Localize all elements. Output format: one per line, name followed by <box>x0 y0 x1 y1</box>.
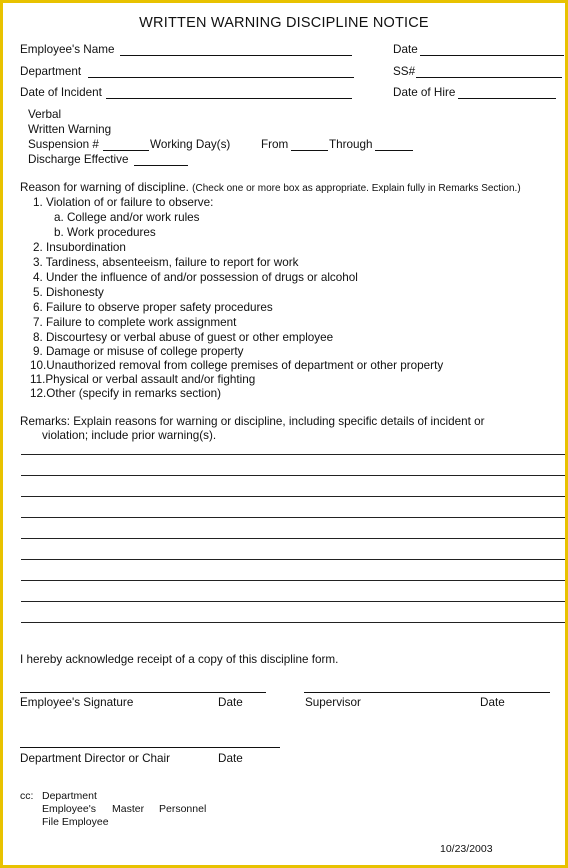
discipline-form-page <box>3 3 565 865</box>
remarks-instruction-cont: violation; include prior warning(s). <box>42 429 217 442</box>
reason-item-7[interactable]: 7. Failure to complete work assignment <box>33 316 237 329</box>
employee-signature-line[interactable] <box>20 692 266 693</box>
remarks-line[interactable] <box>21 475 565 476</box>
ss-line[interactable] <box>416 77 562 78</box>
employee-signature-label: Employee's Signature <box>20 696 134 709</box>
reason-item-3[interactable]: 3. Tardiness, absenteeism, failure to report for work <box>33 256 299 269</box>
remarks-line[interactable] <box>21 559 565 560</box>
supervisor-date-label: Date <box>480 696 505 709</box>
form-title: WRITTEN WARNING DISCIPLINE NOTICE <box>139 15 429 31</box>
director-signature-label: Department Director or Chair <box>20 752 171 765</box>
cc-personnel: Personnel <box>159 803 207 815</box>
cc-department: Department <box>42 790 97 802</box>
reason-item-1b[interactable]: b. Work procedures <box>54 226 156 239</box>
department-label: Department <box>20 65 82 78</box>
remarks-line[interactable] <box>21 580 565 581</box>
discharge-date-line[interactable] <box>134 165 188 166</box>
remarks-line[interactable] <box>21 496 565 497</box>
reason-item-10[interactable]: 10.Unauthorized removal from college premises of department or other property <box>30 359 444 372</box>
remarks-line[interactable] <box>21 538 565 539</box>
verbal-option[interactable]: Verbal <box>28 108 62 121</box>
employee-name-line[interactable] <box>120 55 352 56</box>
director-date-label: Date <box>218 752 243 765</box>
date-label: Date <box>393 43 418 56</box>
supervisor-label: Supervisor <box>305 696 361 709</box>
reason-item-1[interactable]: 1. Violation of or failure to observe: <box>33 196 214 209</box>
acknowledgment-text: I hereby acknowledge receipt of a copy of this discipline form. <box>20 653 339 666</box>
reason-item-8[interactable]: 8. Discourtesy or verbal abuse of guest or other employee <box>33 331 334 344</box>
through-line[interactable] <box>375 150 413 151</box>
remarks-line[interactable] <box>21 454 565 455</box>
date-of-incident-line[interactable] <box>106 98 352 99</box>
date-of-incident-label: Date of Incident <box>20 86 102 99</box>
working-days-label: Working Day(s) <box>150 138 231 151</box>
reason-item-9[interactable]: 9. Damage or misuse of college property <box>33 345 244 358</box>
employee-date-label: Date <box>218 696 243 709</box>
remarks-instruction: Remarks: Explain reasons for warning or discipline, including specific details of incident or <box>20 415 485 428</box>
from-label: From <box>261 138 289 151</box>
date-line[interactable] <box>420 55 564 56</box>
ss-label: SS# <box>393 65 416 78</box>
remarks-line[interactable] <box>21 517 565 518</box>
reason-item-4[interactable]: 4. Under the influence of and/or possession of drugs or alcohol <box>33 271 358 284</box>
reason-item-5[interactable]: 5. Dishonesty <box>33 286 104 299</box>
reason-note: (Check one or more box as appropriate. Explain fully in Remarks Section.) <box>192 183 521 194</box>
remarks-line[interactable] <box>21 601 565 602</box>
supervisor-signature-line[interactable] <box>304 692 550 693</box>
reason-item-11[interactable]: 11.Physical or verbal assault and/or fighting <box>30 373 256 386</box>
cc-file-employee: File Employee <box>42 816 109 828</box>
director-signature-line[interactable] <box>20 747 280 748</box>
form-revision-date: 10/23/2003 <box>440 843 493 855</box>
reason-item-6[interactable]: 6. Failure to observe proper safety procedures <box>33 301 273 314</box>
reason-heading-text: Reason for warning of discipline. <box>20 181 189 194</box>
cc-employees: Employee's <box>42 803 96 815</box>
suspension-number-line[interactable] <box>103 150 149 151</box>
department-line[interactable] <box>88 77 354 78</box>
from-line[interactable] <box>291 150 328 151</box>
employee-name-label: Employee's Name <box>20 43 115 56</box>
date-of-hire-line[interactable] <box>458 98 556 99</box>
suspension-option[interactable]: Suspension # <box>28 138 99 151</box>
through-label: Through <box>329 138 373 151</box>
remarks-line[interactable] <box>21 622 565 623</box>
reason-item-12[interactable]: 12.Other (specify in remarks section) <box>30 387 221 400</box>
date-of-hire-label: Date of Hire <box>393 86 456 99</box>
reason-item-2[interactable]: 2. Insubordination <box>33 241 126 254</box>
reason-heading <box>20 181 521 195</box>
reason-item-1a[interactable]: a. College and/or work rules <box>54 211 200 224</box>
cc-label: cc: <box>20 790 34 802</box>
discharge-option[interactable]: Discharge Effective <box>28 153 129 166</box>
cc-master: Master <box>112 803 145 815</box>
written-warning-option[interactable]: Written Warning <box>28 123 112 136</box>
